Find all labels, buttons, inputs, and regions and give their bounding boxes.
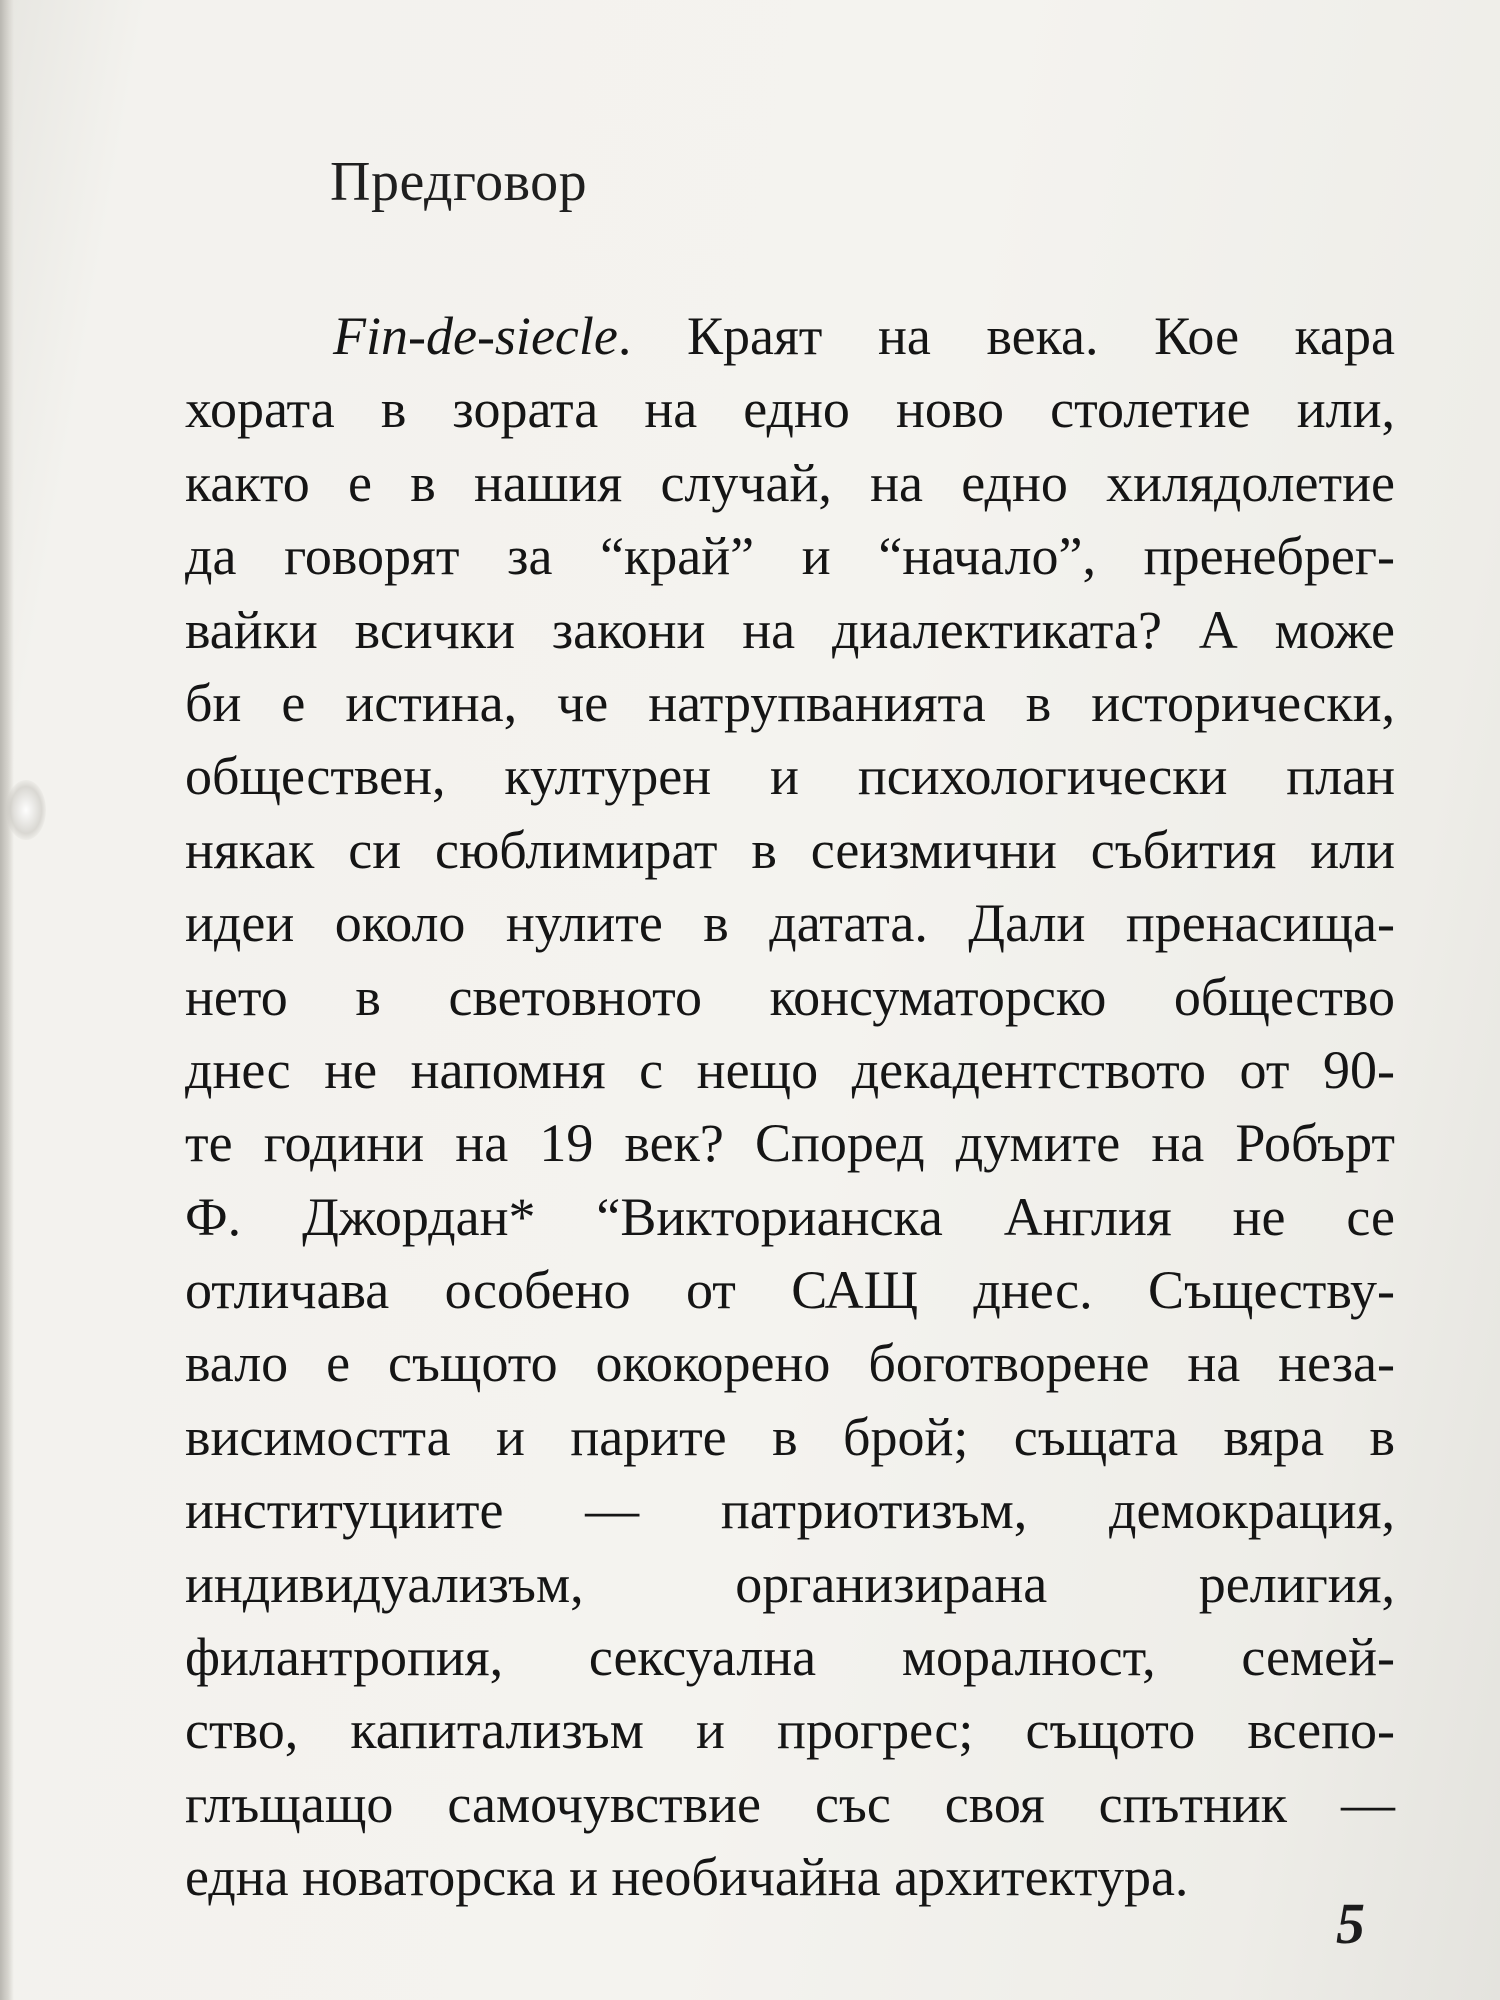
text-line: днес не напомня с нещо декадентството от 90- xyxy=(185,1039,1395,1100)
text-line: някак си сюблимират в сеизмични събития или xyxy=(185,819,1395,880)
text-line: както е в нашия случай, на едно хилядолетие xyxy=(185,452,1395,513)
text-line: глъщащо самочувствие със своя спътник — xyxy=(185,1773,1395,1834)
text-line: вало е същото ококорено боготворене на неза- xyxy=(185,1333,1395,1394)
page-binding-edge xyxy=(0,0,14,2000)
text-line: филантропия, сексуална моралност, семей- xyxy=(185,1627,1395,1688)
text-line: нето в световното консуматорско общество xyxy=(185,966,1395,1027)
text-line: отличава особено от САЩ днес. Съществу- xyxy=(185,1260,1395,1321)
paper-crease xyxy=(6,780,46,840)
text-line xyxy=(185,300,1395,373)
text-line: да говорят за “край” и “начало”, пренебрег- xyxy=(185,526,1395,587)
lead-term: Fin-de-siecle xyxy=(333,306,618,366)
text-line: Ф. Джордан* “Викторианска Англия не се xyxy=(185,1186,1395,1247)
text-line: обществен, културен и психологически план xyxy=(185,746,1395,807)
text-line: вайки всички закони на диалектиката? А може xyxy=(185,599,1395,660)
text-line: ство, капитализъм и прогрес; същото всепо- xyxy=(185,1700,1395,1761)
page-number: 5 xyxy=(1336,1891,1365,1956)
text-line: институциите — патриотизъм, демокрация, xyxy=(185,1480,1395,1541)
text-line: идеи около нулите в датата. Дали пренасища- xyxy=(185,893,1395,954)
chapter-heading: Предговор xyxy=(330,151,588,213)
text-line: те години на 19 век? Според думите на Робърт xyxy=(185,1113,1395,1174)
text-line: висимостта и парите в брой; същата вяра в xyxy=(185,1406,1395,1467)
text-line: индивидуализъм, организирана религия, xyxy=(185,1553,1395,1614)
text-line: една новаторска и необичайна архитектура. xyxy=(185,1847,1189,1908)
text-line-rest: . Краят на века. Кое кара xyxy=(617,306,1395,366)
body-text xyxy=(185,300,1395,1915)
text-line: хората в зората на едно ново столетие или, xyxy=(185,379,1395,440)
text-line: би е истина, че натрупванията в исторически, xyxy=(185,672,1395,733)
